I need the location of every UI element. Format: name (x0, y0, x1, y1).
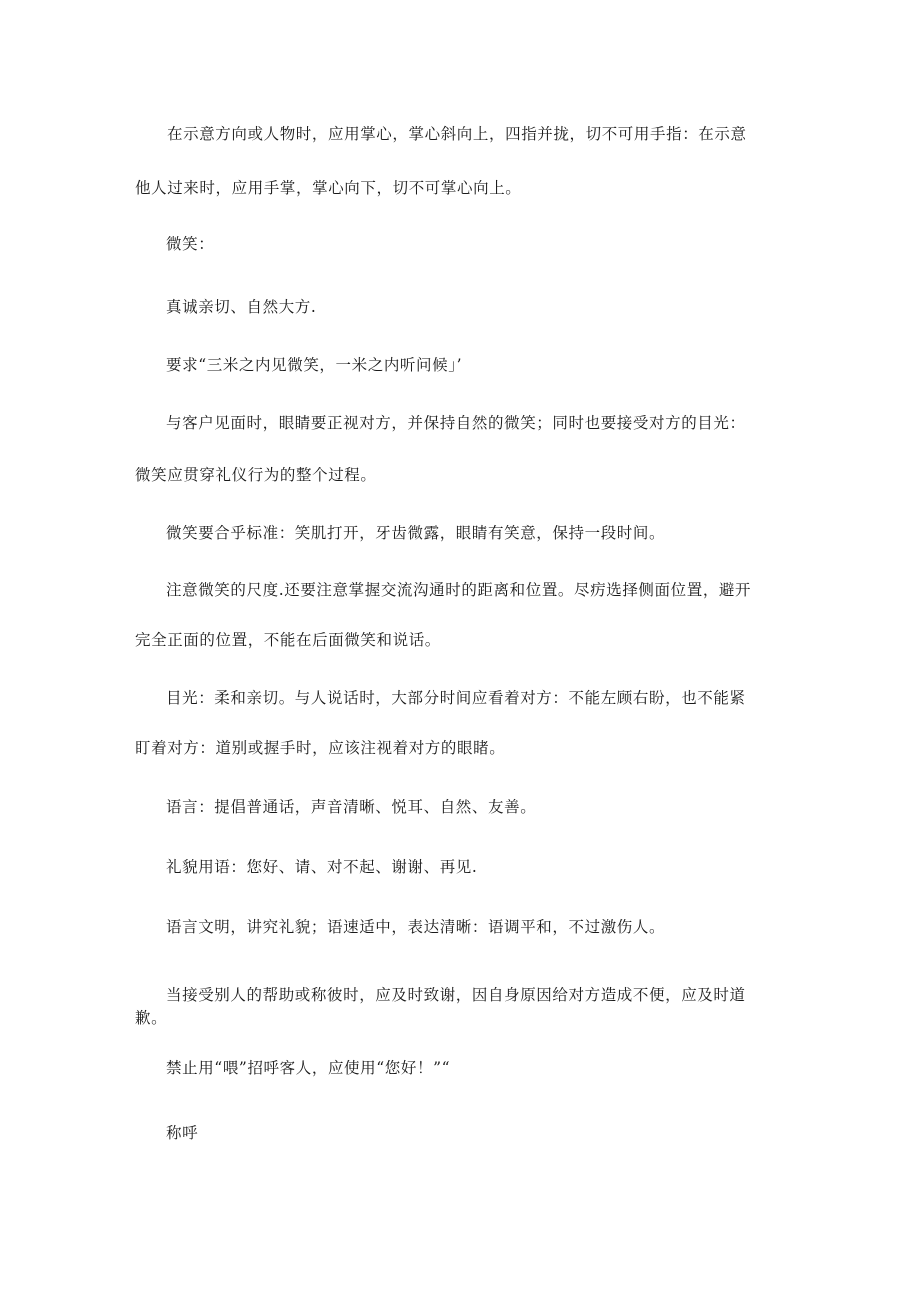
paragraph-smile-sincere: 真诚亲切、自然大方. (166, 298, 317, 316)
paragraph-smile-measure-line-2: 完全正面的位置，不能在后面微笑和说话。 (135, 631, 441, 649)
paragraph-polite-phrases: 礼貌用语：您好、请、对不起、谢谢、再见. (166, 858, 478, 876)
paragraph-language: 语言：提倡普通话，声音清晰、悦耳、自然、友善。 (166, 798, 537, 816)
paragraph-gaze-line-2: 盯着对方：道别或握手时，应该注视着对方的眼睹。 (135, 739, 506, 757)
paragraph-gaze-line-1: 目光：柔和亲切。与人说话时，大部分时间应看着对方：不能左顾右盼，也不能紧 (166, 689, 746, 707)
paragraph-smile-eye-contact-line-2: 微笑应贯穿礼仪行为的整个过程。 (135, 466, 377, 484)
paragraph-hand-gesture-line-2: 他人过来时，应用手掌，掌心向下，切不可掌心向上。 (135, 179, 522, 197)
paragraph-smile-eye-contact-line-1: 与客户见面时，眼睛要正视对方，并保持自然的微笑；同时也要接受对方的目光： (166, 414, 746, 432)
paragraph-hand-gesture-line-1: 在示意方向或人物时，应用掌心，掌心斜向上，四指并拢，切不可用手指：在示意 (167, 125, 747, 143)
paragraph-smile-standard: 微笑要合乎标准：笑肌打开，牙齿微露，眼睛有笑意，保持一段时间。 (166, 524, 666, 542)
paragraph-civil-language: 语言文明，讲究礼貌；语速适中，表达清晰：语调平和，不过激伤人。 (166, 918, 666, 936)
paragraph-address-heading: 称呼 (166, 1124, 199, 1142)
paragraph-no-wei: 禁止用“喂”招呼客人，应使用“您好！”“ (166, 1059, 451, 1077)
paragraph-smile-heading: 微笑： (166, 235, 215, 253)
paragraph-thanks-apology-line-1: 当接受别人的帮助或称彼时，应及时致谢，因自身原因给对方造成不便，应及时道 (166, 986, 746, 1004)
paragraph-smile-requirement: 要求“三米之内见微笑，一米之内听问候」’ (166, 356, 463, 374)
paragraph-thanks-apology-line-2: 歉。 (135, 1009, 168, 1027)
paragraph-smile-measure-line-1: 注意微笑的尺度.还要注意掌握交流沟通时的距离和位置。尽疠选择侧面位置，避开 (166, 581, 752, 599)
